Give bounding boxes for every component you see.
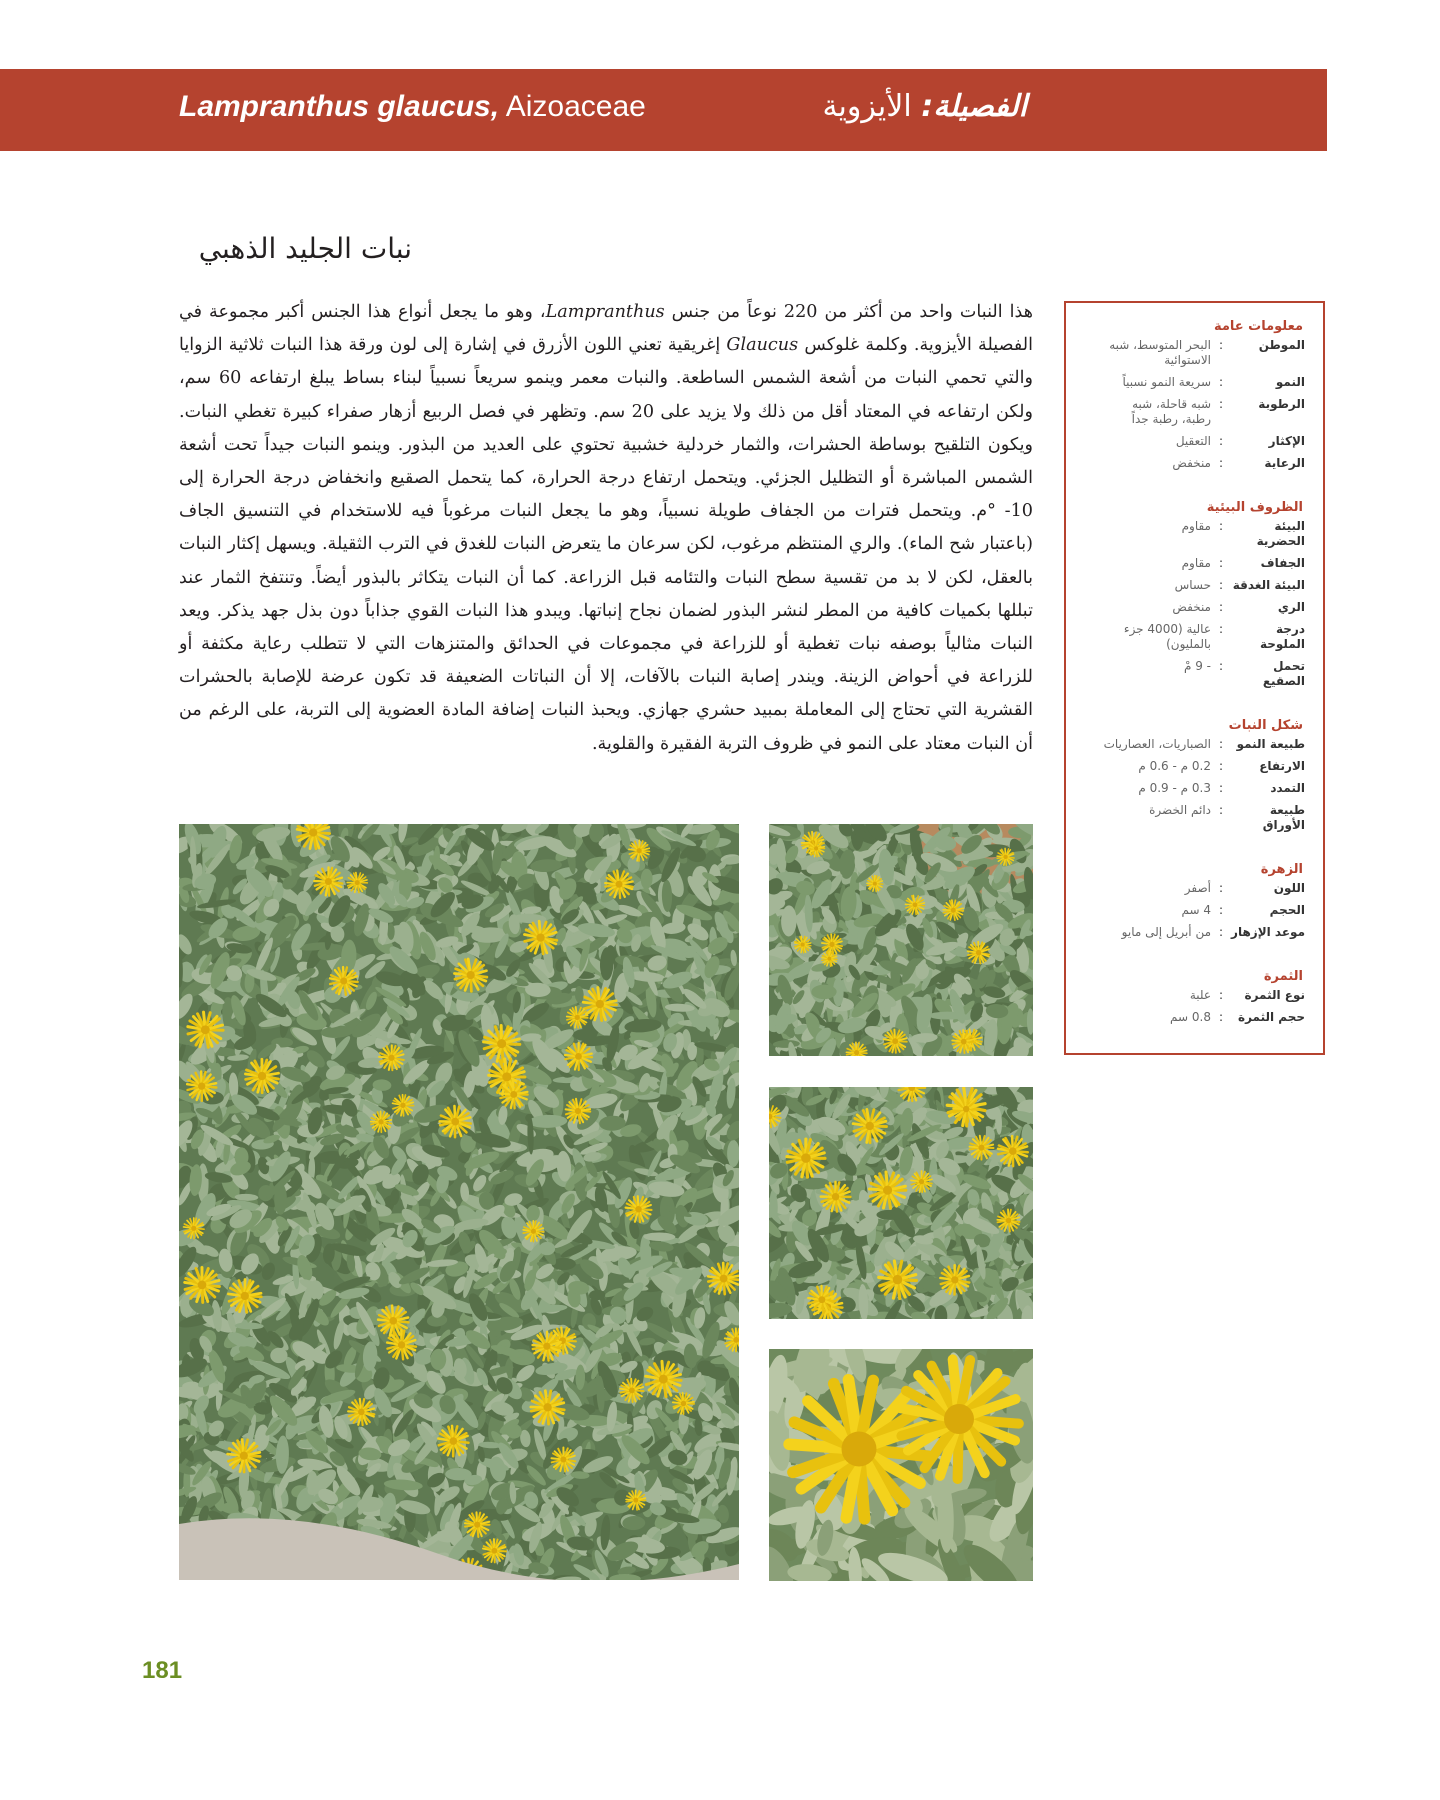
infobox-value: عالية (4000 جزء بالمليون): [1123, 622, 1211, 651]
infobox-key: الري: [1277, 600, 1305, 614]
infobox-key: الموطن: [1258, 338, 1305, 352]
infobox-row: [1066, 781, 1323, 796]
infobox-key: البيئة الغدقة: [1232, 578, 1305, 592]
infobox-row: [1066, 397, 1323, 427]
infobox-value: 0.2 م - 0.6 م: [1138, 759, 1211, 773]
species-name: [179, 90, 646, 124]
infobox-value: - 9 مْ: [1183, 659, 1211, 673]
infobox-row: [1066, 434, 1323, 449]
infobox-colon: :: [1218, 759, 1224, 773]
infobox-value: شبه قاحلة، شبه رطبة، رطبة جداً: [1131, 397, 1211, 426]
infobox-key: الرطوبة: [1258, 397, 1305, 411]
infobox-value: البحر المتوسط، شبه الاستوائية: [1109, 338, 1211, 367]
infobox-row: [1066, 803, 1323, 833]
infobox-colon: :: [1218, 375, 1224, 389]
plant-photo-2: [769, 1087, 1033, 1319]
infobox-value: أصفر: [1184, 881, 1211, 895]
infobox-colon: :: [1218, 456, 1224, 470]
infobox-row: [1066, 519, 1323, 549]
infobox-value: الصباريات، العصاريات: [1103, 737, 1211, 751]
infobox-row: [1066, 881, 1323, 896]
infobox-key: البيئة الحضرية: [1256, 519, 1305, 548]
info-box: [1064, 301, 1325, 1055]
infobox-value: حساس: [1174, 578, 1211, 592]
infobox-row: [1066, 578, 1323, 593]
infobox-colon: :: [1218, 803, 1224, 817]
infobox-section-title: الثمرة: [1263, 969, 1303, 984]
infobox-colon: :: [1218, 1010, 1224, 1024]
infobox-value: سريعة النمو نسبياً: [1122, 375, 1211, 389]
infobox-colon: :: [1218, 338, 1224, 352]
infobox-key: اللون: [1273, 881, 1305, 895]
infobox-colon: :: [1218, 925, 1224, 939]
infobox-row: [1066, 988, 1323, 1003]
infobox-row: [1066, 375, 1323, 390]
infobox-section-title: الظروف البيئية: [1206, 500, 1303, 515]
infobox-colon: :: [1218, 881, 1224, 895]
infobox-value: مقاوم: [1181, 519, 1211, 533]
infobox-colon: :: [1218, 622, 1224, 636]
infobox-colon: :: [1218, 659, 1224, 673]
infobox-key: حجم الثمرة: [1238, 1010, 1305, 1024]
desc-part-1: هذا النبات واحد من أكثر من 220 نوعاً من جنس: [664, 302, 1034, 322]
infobox-value: دائم الخضرة: [1149, 803, 1211, 817]
infobox-value: منخفض: [1172, 456, 1211, 470]
infobox-row: [1066, 659, 1323, 689]
infobox-section-title: الزهرة: [1260, 862, 1303, 877]
infobox-colon: :: [1218, 397, 1224, 411]
infobox-key: الرعاية: [1264, 456, 1305, 470]
infobox-colon: :: [1218, 434, 1224, 448]
infobox-value: التعقيل: [1175, 434, 1211, 448]
genus-name: Lampranthus: [545, 302, 665, 322]
infobox-value: 0.3 م - 0.9 م: [1138, 781, 1211, 795]
family-label: الفصيلة:: [921, 89, 1027, 124]
infobox-key: التمدد: [1270, 781, 1305, 795]
page-number: 181: [142, 1657, 183, 1684]
main-plant-photo: [179, 824, 739, 1580]
infobox-row: [1066, 622, 1323, 652]
infobox-row: [1066, 556, 1323, 571]
infobox-key: الحجم: [1269, 903, 1305, 917]
infobox-row: [1066, 759, 1323, 774]
infobox-key: الجفاف: [1260, 556, 1305, 570]
page-title: نبات الجليد الذهبي: [198, 232, 412, 265]
infobox-colon: :: [1218, 600, 1224, 614]
infobox-key: طبيعة الأوراق: [1262, 803, 1305, 832]
infobox-colon: :: [1218, 988, 1224, 1002]
infobox-key: نوع الثمرة: [1244, 988, 1305, 1002]
family-latin: Aizoaceae: [505, 90, 646, 123]
infobox-colon: :: [1218, 903, 1224, 917]
infobox-colon: :: [1218, 781, 1224, 795]
infobox-colon: :: [1218, 519, 1224, 533]
infobox-row: [1066, 600, 1323, 615]
infobox-key: درجة الملوحة: [1259, 622, 1305, 651]
infobox-section-title: شكل النبات: [1228, 718, 1303, 733]
desc-part-2: ، وهو ما يجعل أنواع هذا الجنس أكبر مجموعة في الفصيلة الأيزوية. وكلمة غلوكس: [179, 302, 1034, 356]
description-text: [179, 296, 1033, 761]
infobox-value: من أبريل إلى مايو: [1121, 925, 1211, 939]
infobox-value: 4 سم: [1181, 903, 1211, 917]
family-arabic-label: [822, 89, 1027, 124]
infobox-value: علبة: [1189, 988, 1211, 1002]
flower-closeup-photo: [769, 1349, 1033, 1581]
header-banner: [0, 69, 1327, 151]
infobox-colon: :: [1218, 737, 1224, 751]
infobox-row: [1066, 737, 1323, 752]
infobox-row: [1066, 456, 1323, 471]
infobox-section-title: معلومات عامة: [1213, 319, 1303, 334]
infobox-colon: :: [1218, 578, 1224, 592]
infobox-value: مقاوم: [1181, 556, 1211, 570]
family-arabic: الأيزوية: [822, 89, 912, 124]
infobox-value: منخفض: [1172, 600, 1211, 614]
desc-part-3: إغريقية تعني اللون الأزرق في إشارة إلى لون ورقة هذا النبات ثلاثية الزوايا والتي تحمي النبات من أشعة الشمس الساطعة. والنبات معمر وينمو سريعاً نسبياً لبناء بساط يبلغ ارتفاعه 60 سم، ولكن ارتفاعه في المعتاد أقل من ذلك ولا يزيد على 20 سم. وتظهر في فصل الربيع أزهار صفراء كبيرة تغطي النبات. ويكون التلقيح بوساطة الحشرات، والثمار خردلية خشبية تحتوي على العديد من البذور. وينمو النبات جيداً تحت أشعة الشمس المباشرة أو التظليل الجزئي. ويتحمل ارتفاع درجة الحرارة، كما يتحمل الصقيع وانخفاض درجة الحرارة إلى 10- °م. ويتحمل فترات من الجفاف طويلة نسبياً، وهو ما يجعل النبات مرغوباً فيه للاستخدام في التنسيق الجاف (باعتبار شح الماء). والري المنتظم مرغوب، لكن سرعان ما يتعرض النبات للغدق في الترب الثقيلة. ويسهل إكثار النبات بالعقل، لكن لا بد من تقسية سطح النبات والتئامه قبل الزراعة. كما أن النبات يتكاثر بالبذور أيضاً. وتنتفخ الثمار عند تبللها بكميات كافية من المطر لنشر البذور لضمان نجاح إنباتها. ويبدو هذا النبات القوي جذاباً دون بذل جهد يذكر. ويعد النبات مثالياً بوصفه نبات تغطية أو للزراعة في مجموعات في الحدائق والمتنزهات التي لا تتطلب رعاية مكثفة أو للزراعة في أحواض الزينة. ويندر إصابة النبات بالآفات، إلا أن النباتات الضعيفة قد تكون عرضة للإصابة بالحشرات القشرية التي تحتاج إلى المعاملة بمبيد حشري جهازي. ويحبذ النبات إضافة المادة العضوية إلى التربة، على الرغم من أن النبات معتاد على النمو في ظروف التربة الفقيرة والقلوية.: [179, 335, 1033, 754]
plant-photo-1: [769, 824, 1033, 1056]
infobox-value: 0.8 سم: [1170, 1010, 1211, 1024]
infobox-key: طبيعة النمو: [1236, 737, 1305, 751]
infobox-row: [1066, 338, 1323, 368]
infobox-row: [1066, 1010, 1323, 1025]
infobox-row: [1066, 903, 1323, 918]
infobox-key: الإكثار: [1268, 434, 1305, 448]
infobox-key: موعد الإزهار: [1231, 925, 1305, 939]
infobox-colon: :: [1218, 556, 1224, 570]
infobox-key: الارتفاع: [1259, 759, 1305, 773]
infobox-key: النمو: [1275, 375, 1305, 389]
infobox-row: [1066, 925, 1323, 940]
glaucus-word: Glaucus: [726, 335, 799, 356]
latin-name: Lampranthus glaucus,: [179, 90, 500, 123]
infobox-key: تحمل الصقيع: [1262, 659, 1305, 688]
